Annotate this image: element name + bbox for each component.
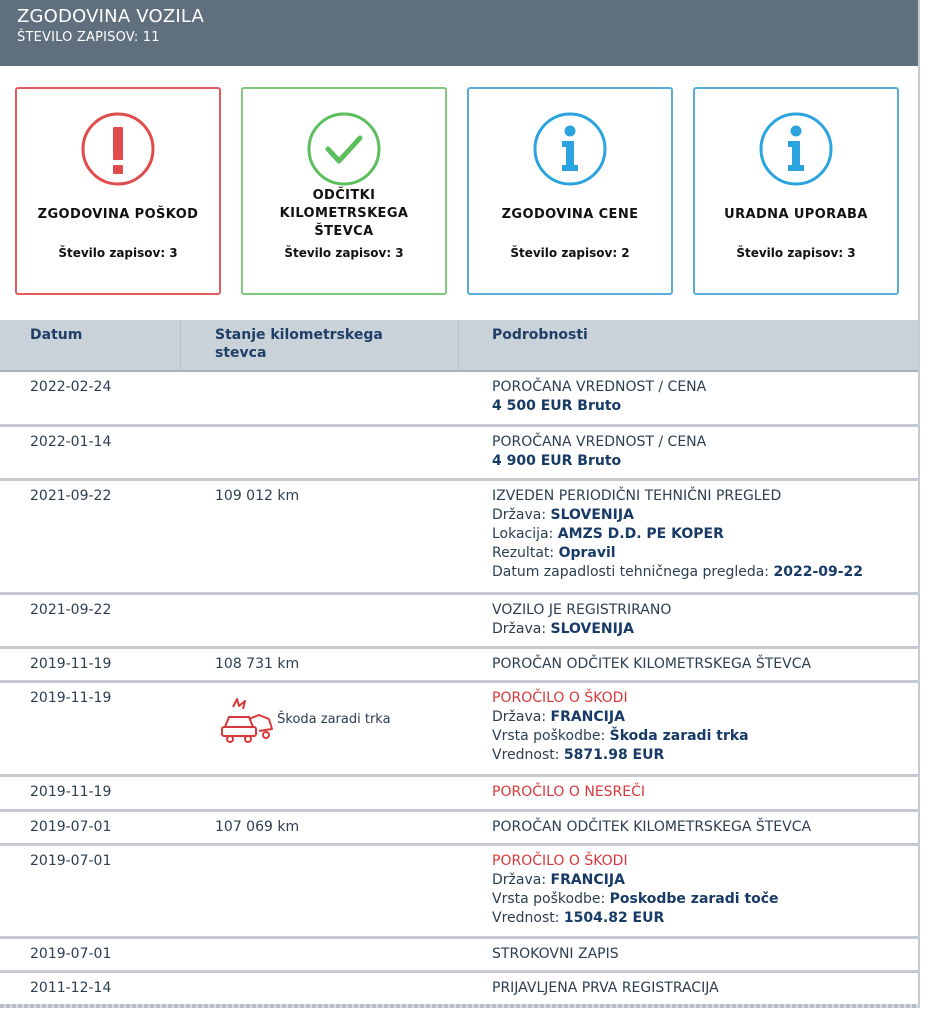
row-title: POROČILO O ŠKODI <box>492 853 628 869</box>
column-divider <box>180 320 181 370</box>
car-crash-icon <box>219 697 275 745</box>
detail-line: Država: FRANCIJA <box>492 872 625 888</box>
record-count: ŠTEVILO ZAPISOV: 11 <box>17 30 160 45</box>
row-details <box>492 689 910 765</box>
row-details <box>492 433 910 471</box>
detail-line: Lokacija: AMZS D.D. PE KOPER <box>492 526 724 542</box>
check-icon <box>306 111 382 187</box>
row-details <box>492 818 910 837</box>
row-details <box>492 487 910 582</box>
row-title: VOZILO JE REGISTRIRANO <box>492 602 672 618</box>
column-header-odometer: Stanje kilometrskega stevca <box>215 327 383 361</box>
detail-line: Rezultat: Opravil <box>492 545 616 561</box>
detail-line: Vrednost: 1504.82 EUR <box>492 910 665 926</box>
row-date: 2021-09-22 <box>30 602 112 618</box>
table-row <box>0 973 918 1004</box>
page-header <box>0 0 918 66</box>
card-count: Število zapisov: 3 <box>736 246 856 260</box>
row-date: 2022-01-14 <box>30 434 112 450</box>
detail-line: Država: FRANCIJA <box>492 709 625 725</box>
exclamation-icon <box>80 111 156 187</box>
card-count: Število zapisov: 3 <box>58 246 178 260</box>
row-value: 4 500 EUR Bruto <box>492 398 622 414</box>
page-title: ZGODOVINA VOZILA <box>17 6 205 27</box>
row-value: 4 900 EUR Bruto <box>492 453 622 469</box>
row-date: 2019-11-19 <box>30 690 112 706</box>
row-date: 2022-02-24 <box>30 379 112 395</box>
row-title: PRIJAVLJENA PRVA REGISTRACIJA <box>492 980 719 996</box>
row-date: 2019-07-01 <box>30 946 112 962</box>
table-row <box>0 683 918 777</box>
column-divider <box>458 320 459 370</box>
card-title: ZGODOVINA CENE <box>501 207 639 222</box>
row-details <box>492 378 910 416</box>
table-row <box>0 812 918 846</box>
table-row <box>0 427 918 481</box>
table-row <box>0 777 918 812</box>
row-odometer: 109 012 km <box>215 488 300 504</box>
detail-line: Vrednost: 5871.98 EUR <box>492 747 665 763</box>
row-title: POROČILO O ŠKODI <box>492 690 628 706</box>
detail-line: Vrsta poškodbe: Poskodbe zaradi toče <box>492 891 779 907</box>
table-row <box>0 939 918 973</box>
row-odometer: 108 731 km <box>215 656 300 672</box>
card-count: Število zapisov: 2 <box>510 246 630 260</box>
row-details <box>492 945 910 964</box>
row-odometer: 107 069 km <box>215 819 300 835</box>
row-date: 2019-11-19 <box>30 656 112 672</box>
row-date: 2019-11-19 <box>30 784 112 800</box>
card-title: URADNA UPORABA <box>724 207 868 222</box>
row-title: POROČILO O NESREČI <box>492 784 646 800</box>
card-damage-history[interactable] <box>15 87 221 295</box>
row-details <box>492 852 910 928</box>
card-title: ZGODOVINA POŠKOD <box>37 207 199 222</box>
row-title: POROČANA VREDNOST / CENA <box>492 434 707 450</box>
info-icon <box>532 111 608 187</box>
table-row <box>0 595 918 649</box>
row-title: POROČAN ODČITEK KILOMETRSKEGA ŠTEVCA <box>492 819 812 835</box>
card-odometer-readings[interactable] <box>241 87 447 295</box>
summary-cards <box>0 66 918 319</box>
card-official-use[interactable] <box>693 87 899 295</box>
info-icon <box>758 111 834 187</box>
detail-line: Datum zapadlosti tehničnega pregleda: 2022-09-22 <box>492 564 864 580</box>
row-date: 2021-09-22 <box>30 488 112 504</box>
row-date: 2011-12-14 <box>30 980 112 996</box>
row-details <box>492 655 910 674</box>
column-header-date: Datum <box>30 327 83 343</box>
row-title: STROKOVNI ZAPIS <box>492 946 619 962</box>
row-details <box>492 979 910 998</box>
table-row <box>0 846 918 939</box>
card-title: ODČITKI KILOMETRSKEGA ŠTEVCA <box>279 188 409 239</box>
table-bottom-border <box>0 1004 918 1008</box>
row-details <box>492 783 910 802</box>
table-row <box>0 372 918 427</box>
row-title: POROČANA VREDNOST / CENA <box>492 379 707 395</box>
detail-line: Država: SLOVENIJA <box>492 621 634 637</box>
row-date: 2019-07-01 <box>30 819 112 835</box>
card-count: Število zapisov: 3 <box>284 246 404 260</box>
card-price-history[interactable] <box>467 87 673 295</box>
table-row <box>0 649 918 683</box>
damage-label: Škoda zaradi trka <box>277 711 391 727</box>
detail-line: Država: SLOVENIJA <box>492 507 634 523</box>
table-row <box>0 481 918 595</box>
table-header <box>0 320 918 372</box>
damage-indicator <box>219 697 391 745</box>
detail-line: Vrsta poškodbe: Škoda zaradi trka <box>492 728 749 744</box>
column-header-details: Podrobnosti <box>492 327 588 343</box>
row-title: IZVEDEN PERIODIČNI TEHNIČNI PREGLED <box>492 488 782 504</box>
row-date: 2019-07-01 <box>30 853 112 869</box>
row-title: POROČAN ODČITEK KILOMETRSKEGA ŠTEVCA <box>492 656 812 672</box>
row-details <box>492 601 910 639</box>
